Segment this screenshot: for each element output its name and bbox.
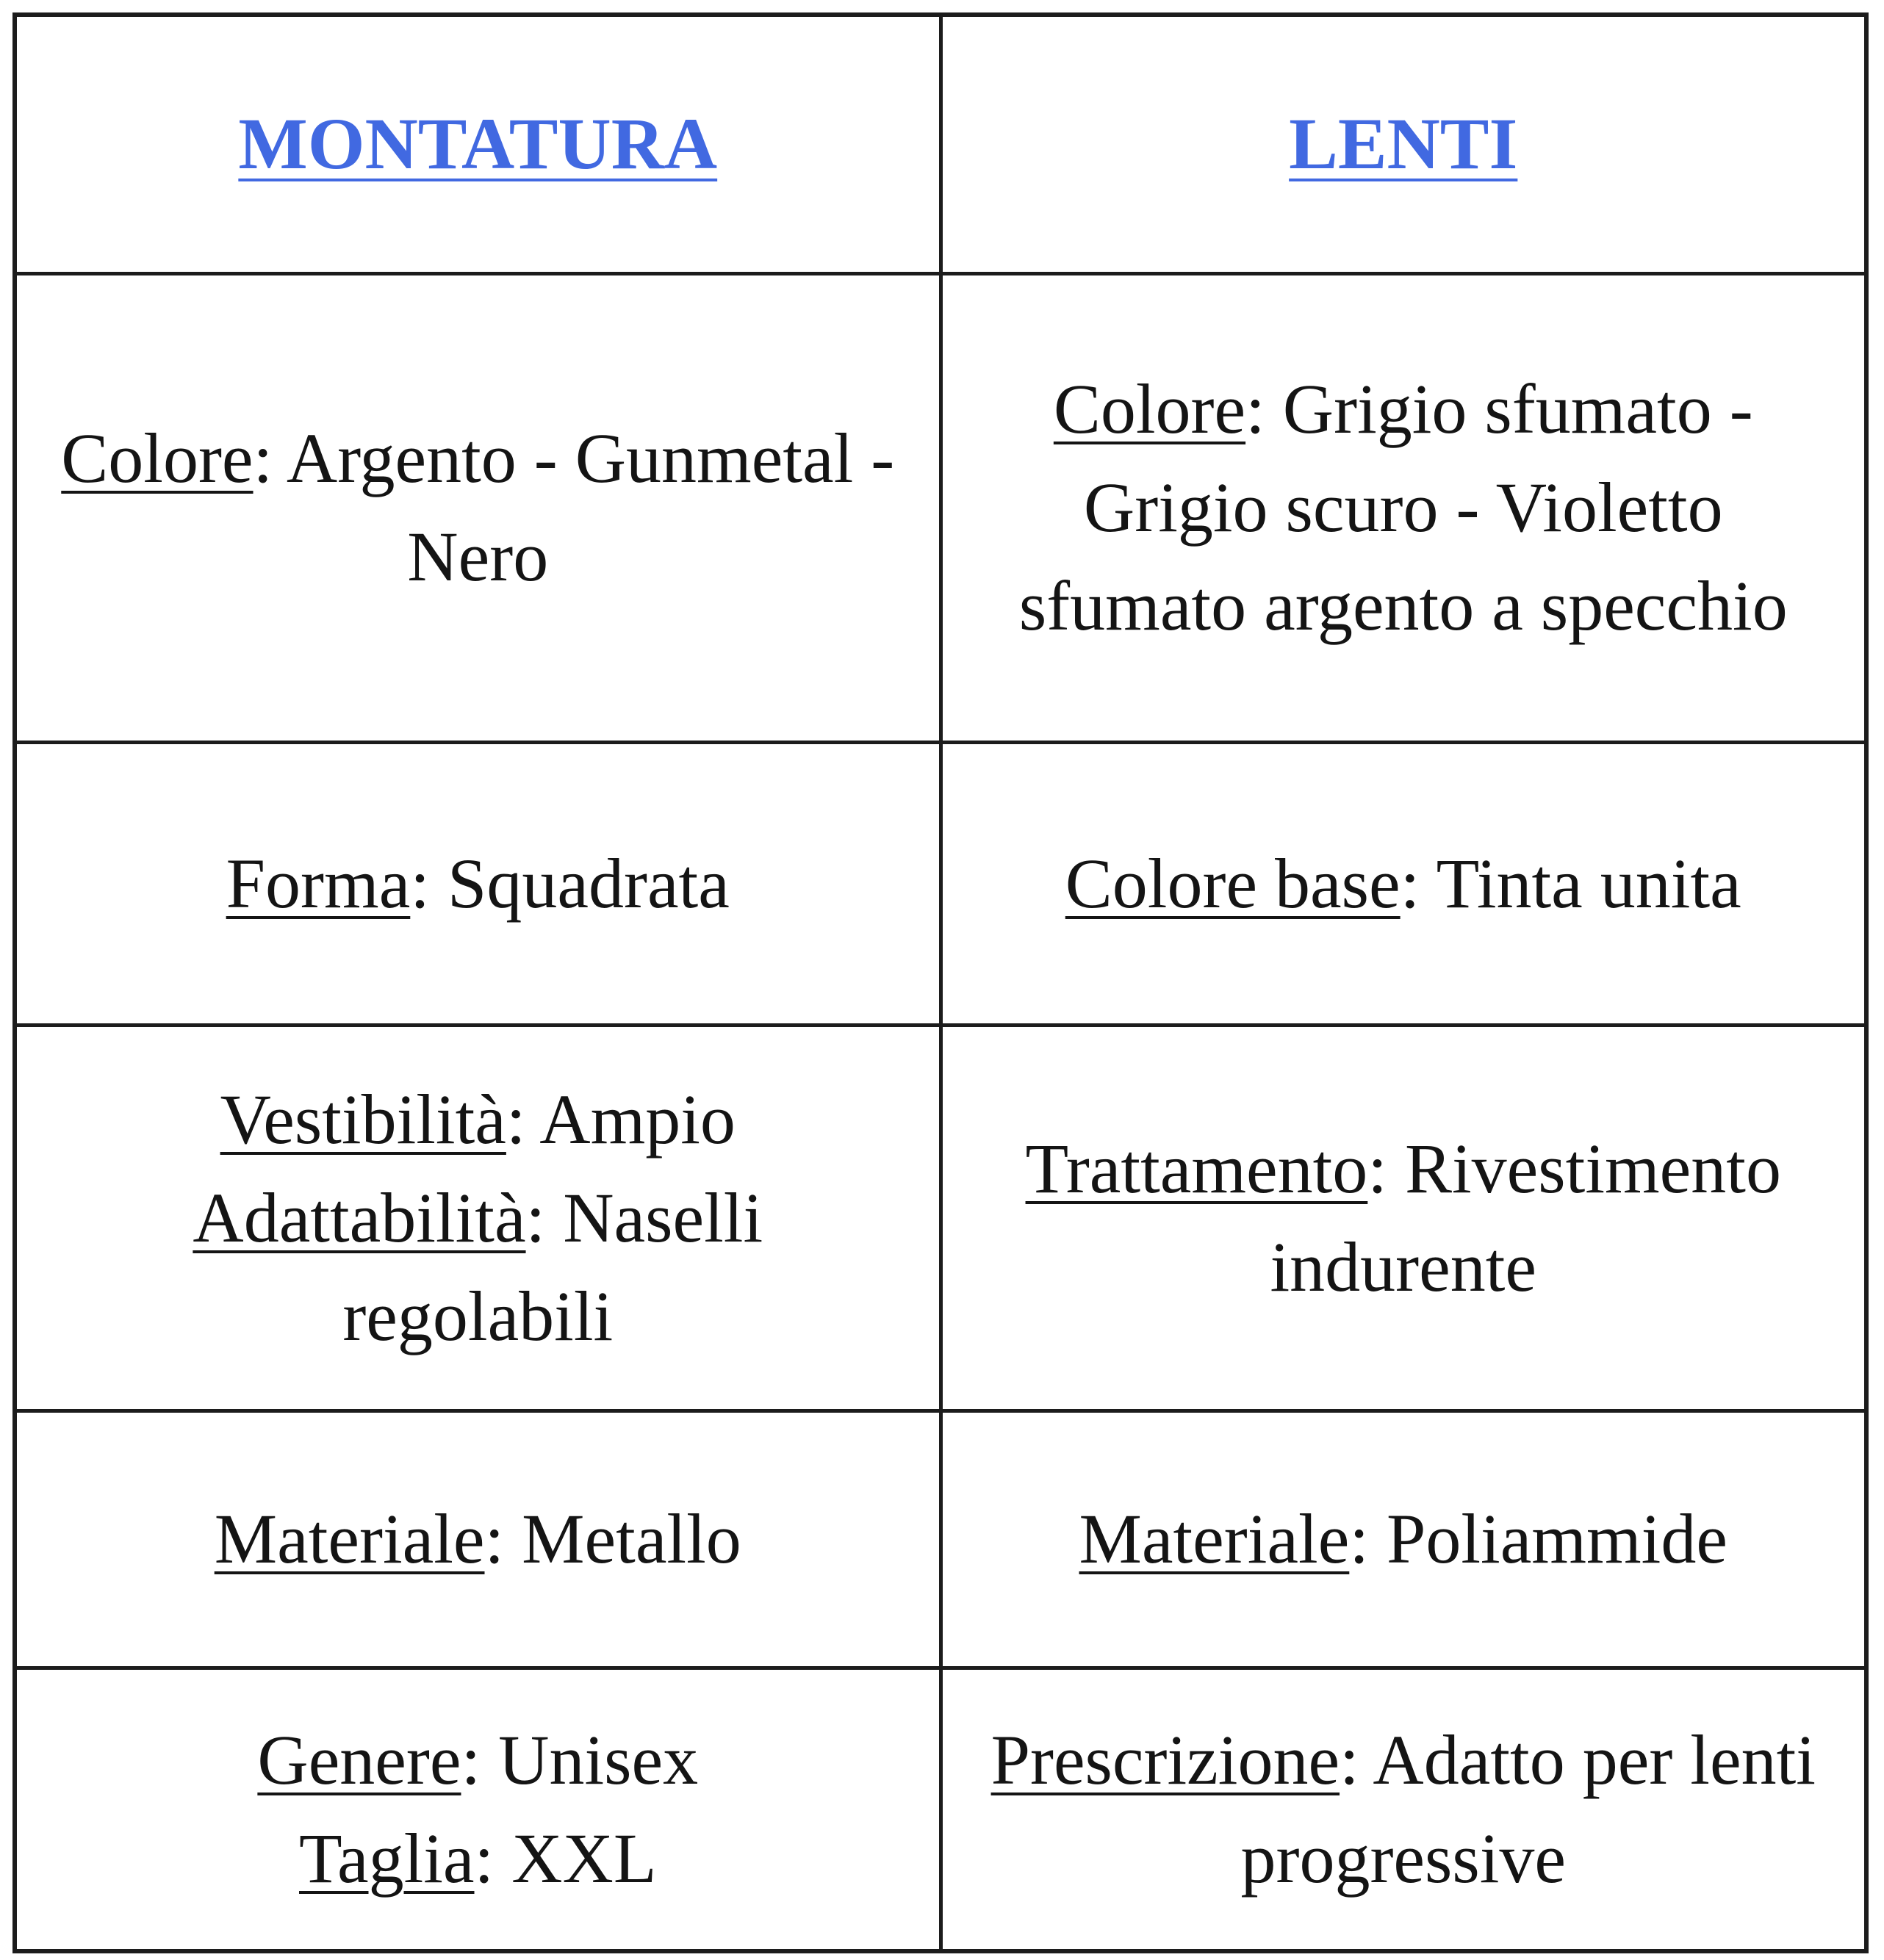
table-row	[15, 273, 1866, 742]
frame-fit-value: : Ampio	[506, 1079, 736, 1159]
table-row	[15, 1025, 1866, 1410]
lens-material-cell	[941, 1410, 1866, 1668]
lens-color-label: Colore	[1053, 370, 1246, 448]
frame-fit-label: Vestibilità	[220, 1079, 506, 1159]
frame-material-cell	[15, 1410, 941, 1668]
lens-base-color-label: Colore base	[1065, 843, 1401, 923]
lens-base-color-value: : Tinta unita	[1400, 843, 1741, 923]
table-header-row	[15, 15, 1866, 273]
table-row	[15, 1668, 1866, 1951]
frame-color-value: : Argento - Gunmetal - Nero	[253, 419, 895, 596]
frame-size-value: : XXL	[474, 1818, 657, 1898]
frame-size-line	[61, 1809, 895, 1908]
frame-gender-label: Genere	[257, 1720, 461, 1799]
lens-color-value: : Grigio sfumato - Grigio scuro - Violetto sfumato argento a specchio	[1018, 370, 1788, 645]
lens-prescription-cell	[941, 1668, 1866, 1951]
frame-adaptability-value: : Naselli regolabili	[342, 1178, 763, 1355]
frame-shape-value: : Squadrata	[410, 843, 730, 923]
lens-treatment-cell	[941, 1025, 1866, 1410]
frame-shape-cell	[15, 742, 941, 1025]
lens-treatment-label: Trattamento	[1025, 1128, 1368, 1208]
table-row	[15, 742, 1866, 1025]
spec-table	[12, 12, 1869, 1953]
frame-material-label: Materiale	[214, 1499, 485, 1578]
lenti-header-link[interactable]: LENTI	[1289, 103, 1518, 185]
frame-color-cell	[15, 273, 941, 742]
frame-color-label: Colore	[61, 419, 254, 497]
frame-fit-line	[61, 1070, 895, 1169]
lens-material-label: Materiale	[1079, 1499, 1350, 1578]
lens-treatment-value: : Rivestimento indurente	[1270, 1128, 1781, 1306]
frame-adaptability-line	[61, 1169, 895, 1366]
lens-base-color-cell	[941, 742, 1866, 1025]
lens-material-value: : Poliammide	[1349, 1499, 1727, 1578]
frame-adaptability-label: Adattabilità	[193, 1178, 526, 1257]
table-row	[15, 1410, 1866, 1668]
frame-gender-value: : Unisex	[461, 1720, 699, 1799]
montatura-header-link[interactable]: MONTATURA	[238, 103, 718, 185]
lens-prescription-label: Prescrizione	[990, 1720, 1340, 1799]
lens-prescription-value: : Adatto per lenti progressive	[1240, 1720, 1816, 1898]
header-cell-frame	[15, 15, 941, 273]
frame-gender-line	[61, 1711, 895, 1809]
frame-shape-label: Forma	[226, 843, 411, 923]
frame-gender-size-cell	[15, 1668, 941, 1951]
frame-size-label: Taglia	[299, 1818, 475, 1898]
frame-fit-cell	[15, 1025, 941, 1410]
lens-color-cell	[941, 273, 1866, 742]
header-cell-lenses	[941, 15, 1866, 273]
frame-material-value: : Metallo	[484, 1499, 741, 1578]
